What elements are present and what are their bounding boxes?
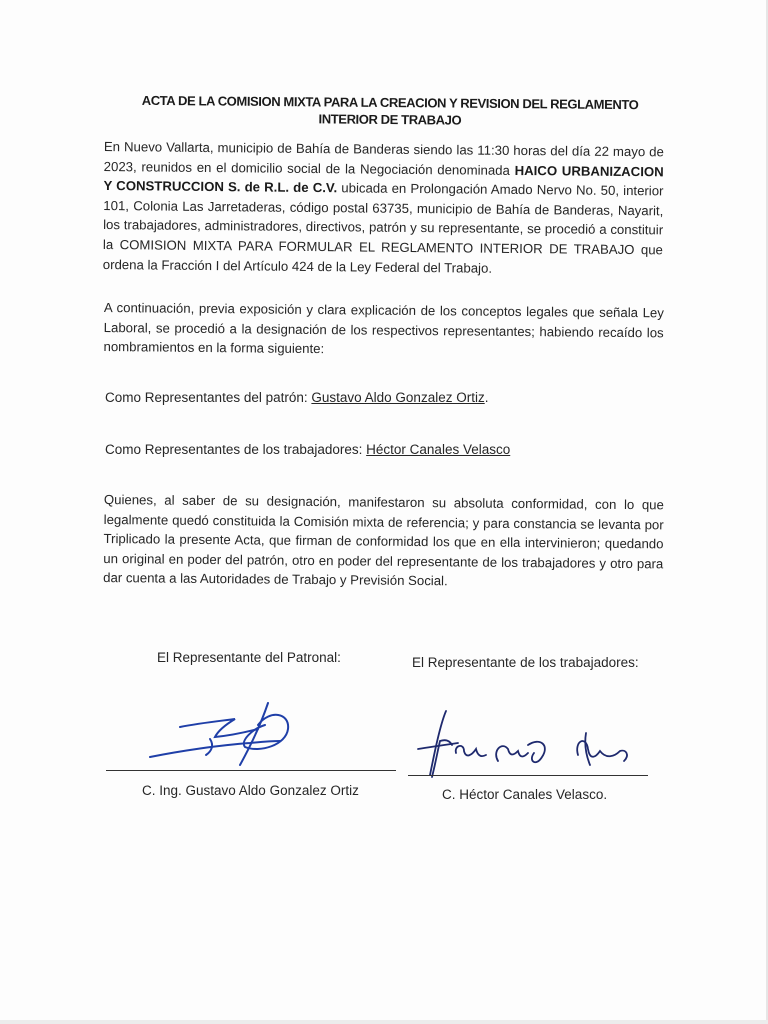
- signature-patron-image: [140, 695, 310, 775]
- document-title: [120, 92, 660, 131]
- signature-label-workers: El Representante de los trabajadores:: [412, 655, 639, 670]
- signature-label-patron: El Representante del Patronal:: [157, 650, 341, 665]
- representative-patron-end: .: [484, 390, 489, 405]
- signature-line-workers: [408, 775, 648, 776]
- representative-patron-name: Gustavo Aldo Gonzalez Ortiz: [311, 390, 485, 405]
- title-line-2: INTERIOR DE TRABAJO: [318, 111, 462, 128]
- signature-name-workers: C. Héctor Canales Velasco.: [442, 787, 608, 802]
- paragraph-designation: A continuación, previa exposición y clara explicación de los conceptos legales que señala Ley Laboral, se procedió a la designación de los respectivos representantes; habiendo recaído los nombramientos en la forma siguiente:: [103, 299, 664, 357]
- company-name: HAICO URBANIZACION Y CONSTRUCCION S. de R.L. de C.V.: [103, 162, 664, 196]
- representative-patron-line: [105, 390, 488, 405]
- signature-line-patron: [106, 770, 396, 771]
- paragraph-closing: Quienes, al saber de su designación, manifestaron su absoluta conformidad, con lo que legalmente quedó constituida la Comisión mixta de referencia; y para constancia se levanta por Triplicado la presente Acta, que firman de conformidad los que en ella intervinieron; quedando un original en poder del patrón, otro en poder del representante de los trabajadores y otro para dar cuenta a las Autoridades de Trabajo y Previsión Social.: [103, 491, 664, 589]
- representative-workers-name: Héctor Canales Velasco: [366, 442, 511, 457]
- page-edge-bottom: [0, 1020, 768, 1024]
- signature-workers-image: [410, 705, 650, 785]
- representative-workers-label: Como Representantes de los trabajadores:: [105, 442, 367, 457]
- title-line-1: ACTA DE LA COMISION MIXTA PARA LA CREACION Y REVISION DEL REGLAMENTO: [141, 92, 639, 113]
- representative-workers-line: [105, 442, 510, 457]
- signature-name-patron: C. Ing. Gustavo Aldo Gonzalez Ortiz: [142, 783, 359, 798]
- paragraph-opening-text-b: ubicada en Prolongación Amado Nervo No. 50, interior 101, Colonia Las Jarretaderas, código postal 63735, municipio de Bahía de Banderas, Nayarit, los trabajadores, administradores, directivos, patrón y su representante, se procedió a constituir la COMISION MIXTA PARA FORMULAR EL REGLAMENTO INTERIOR DE TRABAJO que ordena la Fracción I del Artículo 424 de la Ley Federal del Trabajo.: [102, 180, 664, 276]
- paragraph-opening: [103, 137, 664, 280]
- paragraph-opening-text-a: En Nuevo Vallarta, municipio de Bahía de Banderas siendo las 11:30 horas del día 22 mayo de 2023, reunidos en el domicilio social de la Negociación denominada: [103, 138, 664, 178]
- representative-patron-label: Como Representantes del patrón:: [105, 390, 312, 405]
